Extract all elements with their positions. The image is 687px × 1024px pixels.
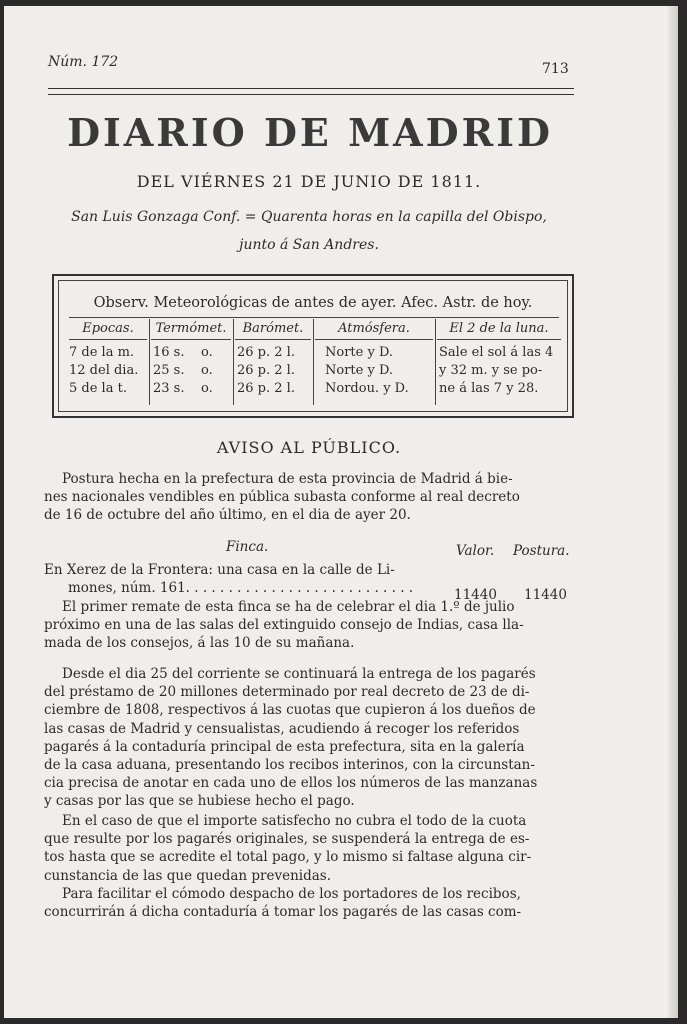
text-line: pagarés á la contaduría principal de esta prefectura, sita en la galería bbox=[44, 738, 525, 755]
saint-line-2: junto á San Andres. bbox=[239, 237, 379, 253]
meteo-cell: 7 de la m. bbox=[69, 345, 135, 360]
text-line: que resulte por los pagarés originales, se suspenderá la entrega de es- bbox=[44, 831, 530, 848]
meteo-head-epocas: Epocas. bbox=[69, 319, 147, 340]
item-entry bbox=[44, 561, 454, 597]
page-edge bbox=[668, 6, 678, 1018]
newspaper-page bbox=[4, 6, 678, 1018]
meteo-head-termometro: Termómet. bbox=[151, 319, 231, 340]
text-line: Desde el dia 25 del corriente se continuará la entrega de los pagarés bbox=[62, 666, 536, 682]
meteo-cell: 26 p. 2 l. bbox=[237, 345, 295, 360]
meteo-col-barometro bbox=[235, 319, 311, 405]
col-finca-label: Finca. bbox=[226, 539, 269, 555]
text-line: Postura hecha en la prefectura de esta provincia de Madrid á bie- bbox=[62, 471, 513, 487]
text-line: y casas por las que se hubiese hecho el pago. bbox=[44, 793, 355, 810]
text-line: de la casa aduana, presentando los recibos interinos, con la circunstan- bbox=[44, 757, 535, 774]
meteorological-table-inner bbox=[58, 280, 568, 412]
paragraph-3 bbox=[44, 885, 576, 921]
paragraph-1 bbox=[44, 665, 576, 811]
remate-paragraph bbox=[44, 598, 576, 653]
meteo-cell: Sale el sol á las 4 bbox=[439, 345, 554, 360]
meteo-divider bbox=[233, 319, 234, 405]
meteo-cell: ne á las 7 y 28. bbox=[439, 381, 539, 396]
col-valor-label: Valor. bbox=[456, 543, 495, 559]
meteo-divider bbox=[149, 319, 150, 405]
notice-heading: AVISO AL PÚBLICO. bbox=[216, 438, 402, 457]
meteo-cell: 25 s. o. bbox=[153, 363, 213, 378]
paragraph-2 bbox=[44, 812, 576, 885]
saint-line-1: San Luis Gonzaga Conf. = Quarenta horas en la capilla del Obispo, bbox=[71, 209, 547, 225]
issue-date: DEL VIÉRNES 21 DE JUNIO DE 1811. bbox=[136, 172, 482, 191]
meteo-title-rule bbox=[69, 317, 559, 318]
meteo-divider bbox=[313, 319, 314, 405]
meteo-head-atmosfera: Atmósfera. bbox=[315, 319, 433, 340]
text-line: tos hasta que se acredite el total pago, y lo mismo si faltase alguna cir- bbox=[44, 849, 532, 866]
issue-number: Núm. 172 bbox=[48, 54, 119, 70]
text-line: mada de los consejos, á las 10 de su mañana. bbox=[44, 635, 355, 652]
meteo-col-termometro bbox=[151, 319, 231, 405]
text-line: concurrirán á dicha contaduría á tomar los pagarés de las casas com- bbox=[44, 904, 522, 921]
text-line: las casas de Madrid y censualistas, acudiendo á recoger los referidos bbox=[44, 720, 520, 737]
meteo-col-luna bbox=[437, 319, 561, 405]
text-line: cunstancia de las que quedan prevenidas. bbox=[44, 867, 332, 884]
text-line: cia precisa de anotar en cada uno de ellos los números de las manzanas bbox=[44, 775, 538, 792]
text-line: Para facilitar el cómodo despacho de los portadores de los recibos, bbox=[62, 886, 521, 902]
newspaper-title: DIARIO DE MADRID bbox=[67, 110, 553, 155]
text-line: El primer remate de esta finca se ha de celebrar el dia 1.º de julio bbox=[62, 599, 515, 615]
meteo-head-luna: El 2 de la luna. bbox=[437, 319, 561, 340]
meteo-cell: Norte y D. bbox=[325, 363, 394, 378]
text-line: de 16 de octubre del año último, en el dia de ayer 20. bbox=[44, 507, 411, 524]
meteo-title: Observ. Meteorológicas de antes de ayer. Afec. Astr. de hoy. bbox=[93, 295, 533, 311]
col-postura-label: Postura. bbox=[513, 543, 570, 559]
text-line: próximo en una de las salas del extinguido consejo de Indias, casa lla- bbox=[44, 617, 524, 634]
text-line: En Xerez de la Frontera: una casa en la calle de Li- bbox=[44, 562, 395, 578]
meteorological-table bbox=[52, 274, 574, 418]
meteo-head-barometro: Barómet. bbox=[235, 319, 311, 340]
header-rule-top bbox=[48, 88, 574, 89]
page-number: 713 bbox=[542, 61, 569, 77]
meteo-cell: 26 p. 2 l. bbox=[237, 381, 295, 396]
meteo-col-epocas bbox=[69, 319, 147, 405]
meteo-cell: Nordou. y D. bbox=[325, 381, 409, 396]
item-postura: 11440 bbox=[524, 587, 567, 603]
item-valor: 11440 bbox=[454, 587, 497, 603]
meteo-cell: 5 de la t. bbox=[69, 381, 127, 396]
intro-paragraph bbox=[44, 470, 576, 525]
text-line: ciembre de 1808, respectivos á las cuotas que cupieron á los dueños de bbox=[44, 702, 536, 719]
meteo-divider bbox=[435, 319, 436, 405]
meteo-cell: Norte y D. bbox=[325, 345, 394, 360]
text-line: En el caso de que el importe satisfecho no cubra el todo de la cuota bbox=[62, 813, 527, 829]
meteo-col-atmosfera bbox=[315, 319, 433, 405]
header-rule-bottom bbox=[48, 94, 574, 95]
meteo-cell: 16 s. o. bbox=[153, 345, 213, 360]
meteo-cell: 23 s. o. bbox=[153, 381, 213, 396]
text-line: nes nacionales vendibles en pública subasta conforme al real decreto bbox=[44, 489, 520, 506]
meteo-cell: 12 del dia. bbox=[69, 363, 139, 378]
text-line: mones, núm. 161. . . . . . . . . . . . . . . . . . . . . . . . . . . bbox=[68, 580, 414, 597]
text-line: del préstamo de 20 millones determinado por real decreto de 23 de di- bbox=[44, 684, 530, 701]
meteo-cell: 26 p. 2 l. bbox=[237, 363, 295, 378]
meteo-cell: y 32 m. y se po- bbox=[439, 363, 543, 378]
